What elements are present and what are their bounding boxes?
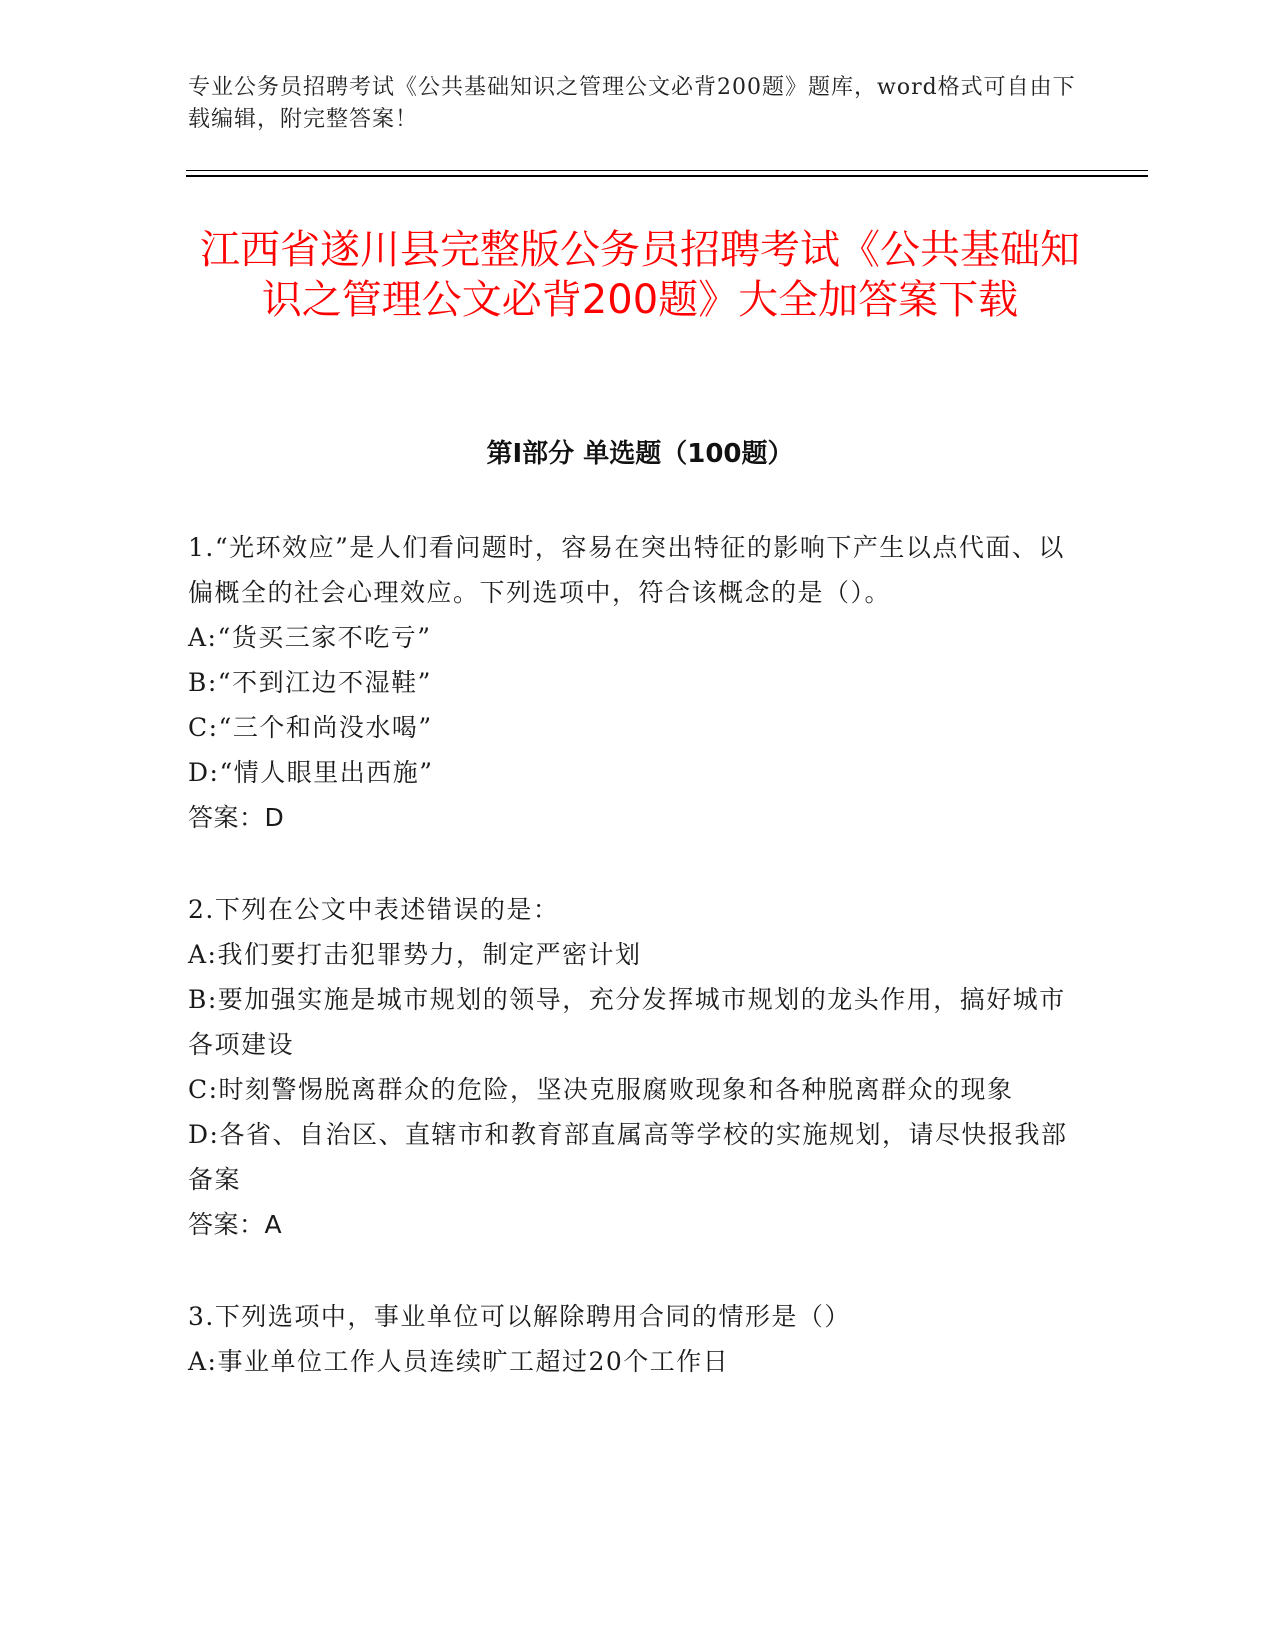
header-note: 专业公务员招聘考试《公共基础知识之管理公文必背200题》题库，word格式可自由下载编辑，附完整答案！ <box>188 75 1076 132</box>
question-3 <box>188 1294 1070 1384</box>
header-rule-thick <box>186 175 1148 177</box>
question-list <box>188 525 1070 1431</box>
question-stem: 2.下列在公文中表述错误的是： <box>188 895 560 924</box>
option-b: B:“不到江边不湿鞋” <box>188 668 432 697</box>
page-title: 江西省遂川县完整版公务员招聘考试《公共基础知识之管理公文必背200题》大全加答案下载 <box>200 227 1080 323</box>
option-c: C:时刻警惕脱离群众的危险，坚决克服腐败现象和各种脱离群众的现象 <box>188 1075 1014 1104</box>
option-d: D:各省、自治区、直辖市和教育部直属高等学校的实施规划，请尽快报我部备案 <box>188 1120 1068 1194</box>
option-c: C:“三个和尚没水喝” <box>188 713 433 742</box>
answer: 答案：A <box>188 1210 283 1239</box>
question-stem: 1.“光环效应”是人们看问题时，容易在突出特征的影响下产生以点代面、以偏概全的社会心理效应。下列选项中，符合该概念的是（）。 <box>188 533 1065 607</box>
option-a: A:我们要打击犯罪势力，制定严密计划 <box>188 940 642 969</box>
option-a: A:“货买三家不吃亏” <box>188 623 432 652</box>
question-2 <box>188 887 1070 1247</box>
option-a: A:事业单位工作人员连续旷工超过20个工作日 <box>188 1347 730 1376</box>
header-rule-thin <box>186 170 1148 171</box>
option-d: D:“情人眼里出西施” <box>188 758 434 787</box>
section-title: 第I部分 单选题（100题） <box>486 439 794 469</box>
question-stem: 3.下列选项中，事业单位可以解除聘用合同的情形是（） <box>188 1302 851 1331</box>
question-1 <box>188 525 1070 840</box>
answer: 答案：D <box>188 803 285 832</box>
option-b: B:要加强实施是城市规划的领导，充分发挥城市规划的龙头作用，搞好城市各项建设 <box>188 985 1066 1059</box>
